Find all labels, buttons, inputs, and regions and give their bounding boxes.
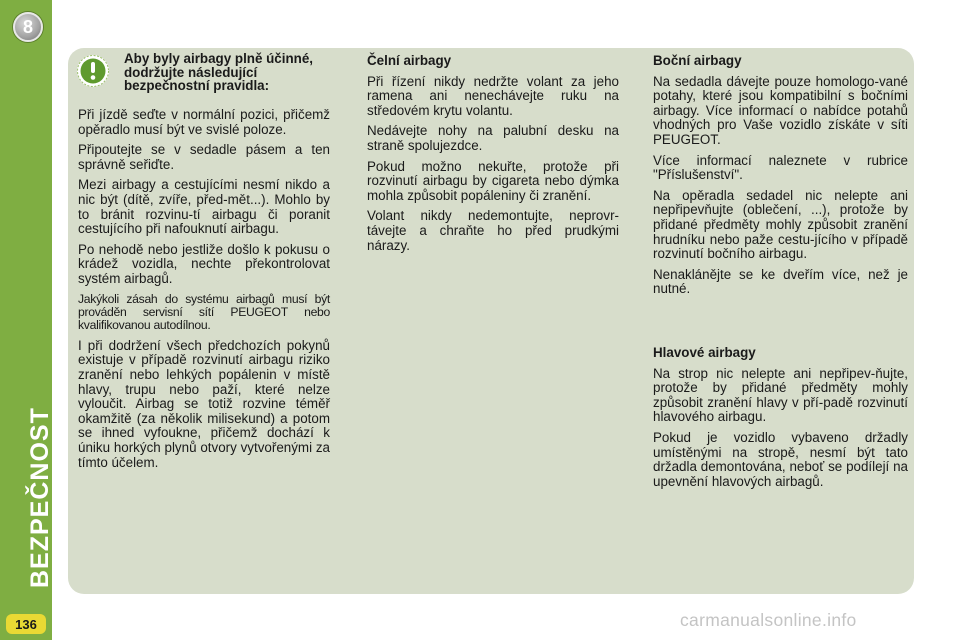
warning-rule-seatbelt: Připoutejte se v sedadle pásem a ten správně seřiďte. <box>78 142 330 172</box>
chapter-number-badge: 8 <box>13 12 43 42</box>
side-airbags-section <box>653 54 908 303</box>
warning-rules-column <box>78 108 330 476</box>
side-airbags-heading: Boční airbagy <box>653 53 742 68</box>
warning-icon <box>76 54 110 88</box>
warning-rule-residual-risk: I při dodržení všech předchozích pokynů existuje v případě rozvinutí airbagu riziko zranění nebo lehkých popálenin v místě hlavy, trupu nebo paží, které nelze vyloučit. Airbag se totiž rozvine téměř okamžitě (za několik milisekund) a potom se ihned vyfoukne, přičemž dochází k úniku horkých plynů otvory vytvořenými za tímto účelem. <box>78 337 330 470</box>
warning-rule-service: Jakýkoli zásah do systému airbagů musí být prováděn servisní sítí PEUGEOT nebo kvalifikovanou autodílnou. <box>78 291 330 333</box>
side-airbags-paragraph: Na opěradla sedadel nic nelepte ani nepřipevňujte (oblečení, ...), protože by přidané předměty mohly způsobit zranění hrudníku nebo paže cestu-jícího v případě rozvinutí bočního airbagu. <box>653 187 908 262</box>
warning-heading: Aby byly airbagy plně účinné, dodržujte následující bezpečnostní pravidla: <box>124 51 314 94</box>
head-airbags-section <box>653 346 908 495</box>
head-airbags-paragraph: Pokud je vozidlo vybaveno držadly umístěnými na stropě, nesmí být tato držadla demontována, neboť se podílejí na upevnění hlavových airbagů. <box>653 429 908 489</box>
section-title: BEZPEČNOST <box>26 407 54 588</box>
warning-rule-seating: Při jízdě seďte v normální pozici, přičemž opěradlo musí být ve svislé poloze. <box>78 107 330 137</box>
frontal-airbags-section <box>367 54 619 259</box>
frontal-airbags-heading: Čelní airbagy <box>367 53 452 68</box>
watermark: carmanualsonline.info <box>680 610 857 630</box>
frontal-airbags-paragraph: Pokud možno nekuřte, protože při rozvinutí airbagu by cigareta nebo dýmka mohla způsobit popáleniny či zranění. <box>367 158 619 203</box>
head-airbags-paragraph: Na strop nic nelepte ani nepřipev-ňujte, protože by přidané předměty mohly způsobit zranění hlavy v pří-padě rozvinutí hlavového airbagu. <box>653 365 908 425</box>
frontal-airbags-paragraph: Nedávejte nohy na palubní desku na straně spolujezdce. <box>367 123 619 153</box>
warning-rule-obstruction: Mezi airbagy a cestujícími nesmí nikdo a nic být (dítě, zvíře, před-mět...). Mohlo by to bránit rozvinu-tí airbagu či poranit cestujícího při nafouknutí airbagu. <box>78 177 330 237</box>
side-airbags-paragraph: Nenaklánějte se ke dveřím více, než je nutné. <box>653 266 908 297</box>
head-airbags-heading: Hlavové airbagy <box>653 345 756 360</box>
frontal-airbags-paragraph: Volant nikdy nedemontujte, neprovr-távejte a chraňte ho před prudkými nárazy. <box>367 208 619 253</box>
page-number: 136 <box>6 614 46 634</box>
warning-rule-after-accident: Po nehodě nebo jestliže došlo k pokusu o krádež vozidla, nechte překontrolovat systém airbagů. <box>78 241 330 286</box>
side-airbags-paragraph: Více informací naleznete v rubrice "Příslušenství". <box>653 152 908 183</box>
side-airbags-paragraph: Na sedadla dávejte pouze homologo-vané potahy, které jsou kompatibilní s bočními airbagy. Více informací o nabídce potahů vhodných pro Vaše vozidlo získáte v síti PEUGEOT. <box>653 73 908 147</box>
frontal-airbags-paragraph: Při řízení nikdy nedržte volant za jeho ramena ani nenechávejte ruku na středovém krytu volantu. <box>367 73 619 118</box>
